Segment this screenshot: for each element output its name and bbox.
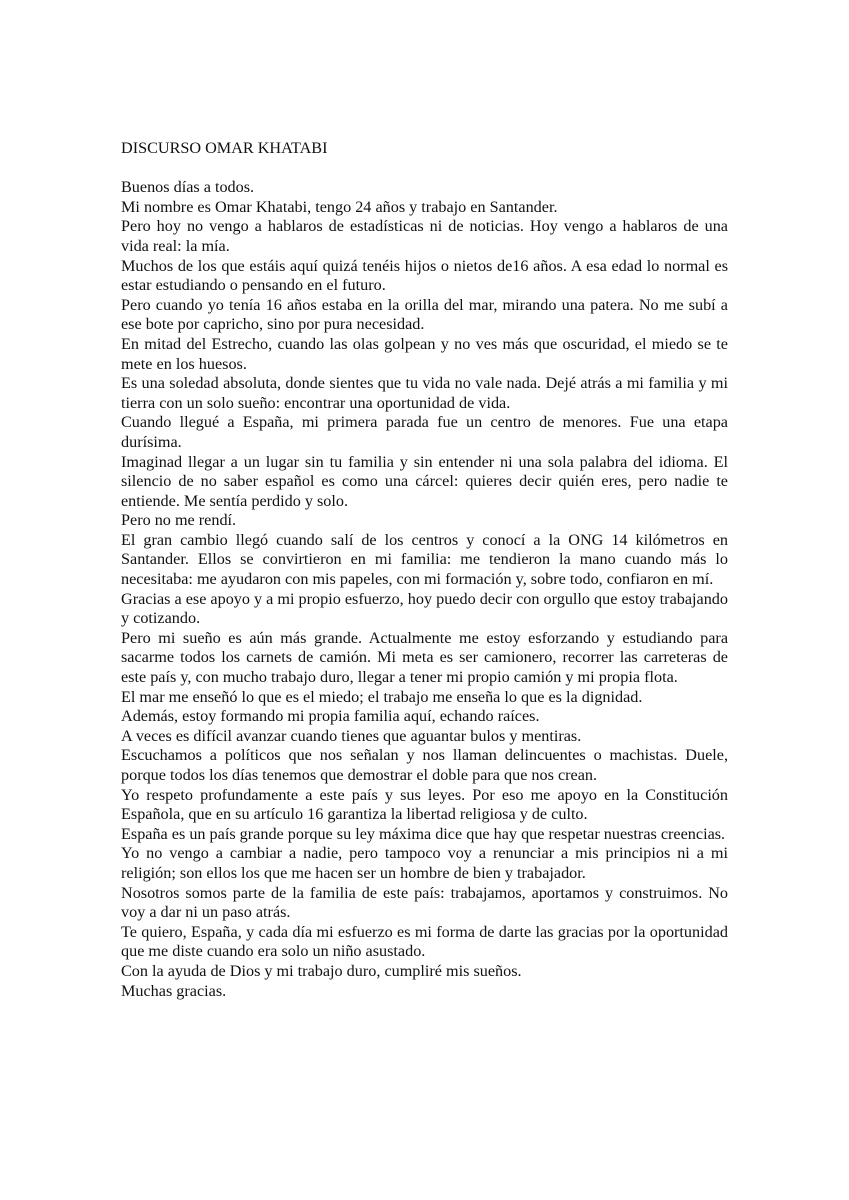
paragraph: Pero hoy no vengo a hablaros de estadísticas ni de noticias. Hoy vengo a hablaros de una vida real: la mía. <box>121 217 728 255</box>
paragraph: El mar me enseñó lo que es el miedo; el trabajo me enseña lo que es la dignidad. <box>121 687 643 706</box>
paragraph: Mi nombre es Omar Khatabi, tengo 24 años y trabajo en Santander. <box>121 197 558 216</box>
paragraph: Te quiero, España, y cada día mi esfuerzo es mi forma de darte las gracias por la oportunidad que me diste cuando era solo un niño asustado. <box>121 922 728 961</box>
paragraph: Imaginad llegar a un lugar sin tu familia y sin entender ni una sola palabra del idioma. El silencio de no saber español es como una cárcel: quieres decir quién eres, pero nadie te entiende. Me sentía perdido y solo. <box>121 452 728 510</box>
paragraph: España es un país grande porque su ley máxima dice que hay que respetar nuestras creencias. <box>121 824 726 843</box>
paragraph: Muchos de los que estáis aquí quizá tenéis hijos o nietos de16 años. A esa edad lo normal es estar estudiando o pensando en el futuro. <box>121 256 728 295</box>
title-spacer <box>121 159 728 179</box>
paragraph: Escuchamos a políticos que nos señalan y nos llaman delincuentes o machistas. Duele, porque todos los días tenemos que demostrar el doble para que nos crean. <box>121 746 728 784</box>
speech-body <box>121 139 728 1001</box>
paragraph: Pero no me rendí. <box>121 511 237 530</box>
paragraph: Pero cuando yo tenía 16 años estaba en la orilla del mar, mirando una patera. No me subí a ese bote por capricho, sino por pura necesidad. <box>121 295 728 334</box>
paragraph: Cuando llegué a España, mi primera parada fue un centro de menores. Fue una etapa durísima. <box>121 413 728 451</box>
paragraph: Es una soledad absoluta, donde sientes que tu vida no vale nada. Dejé atrás a mi familia y mi tierra con un solo sueño: encontrar una oportunidad de vida. <box>121 374 728 412</box>
paragraph: El gran cambio llegó cuando salí de los centros y conocí a la ONG 14 kilómetros en Santander. Ellos se convirtieron en mi familia: me tendieron la mano cuando más lo necesitaba: me ayudaron con mis papeles, con mi formación y, sobre todo, confiaron en mí. <box>121 530 728 589</box>
paragraph: Gracias a ese apoyo y a mi propio esfuerzo, hoy puedo decir con orgullo que estoy trabajando y cotizando. <box>121 589 728 628</box>
paragraph: Muchas gracias. <box>121 981 227 1000</box>
paragraph: Además, estoy formando mi propia familia aquí, echando raíces. <box>121 707 540 726</box>
paragraph: Pero mi sueño es aún más grande. Actualmente me estoy esforzando y estudiando para sacarme todos los carnets de camión. Mi meta es ser camionero, recorrer las carreteras de este país y, con mucho trabajo duro, llegar a tener mi propio camión y mi propia flota. <box>121 628 728 687</box>
paragraph: Con la ayuda de Dios y mi trabajo duro, cumpliré mis sueños. <box>121 961 522 980</box>
paragraph: Yo respeto profundamente a este país y sus leyes. Por eso me apoyo en la Constitución Española, que en su artículo 16 garantiza la libertad religiosa y de culto. <box>121 785 728 824</box>
paragraph: Nosotros somos parte de la familia de este país: trabajamos, aportamos y construimos. No voy a dar ni un paso atrás. <box>121 883 728 922</box>
paragraph: Yo no vengo a cambiar a nadie, pero tampoco voy a renunciar a mis principios ni a mi religión; son ellos los que me hacen ser un hombre de bien y trabajador. <box>121 844 728 882</box>
paragraph: En mitad del Estrecho, cuando las olas golpean y no ves más que oscuridad, el miedo se te mete en los huesos. <box>121 334 728 373</box>
paragraph: A veces es difícil avanzar cuando tienes que aguantar bulos y mentiras. <box>121 726 582 745</box>
paragraph: Buenos días a todos. <box>121 178 255 197</box>
document-title: DISCURSO OMAR KHATABI <box>121 139 328 157</box>
